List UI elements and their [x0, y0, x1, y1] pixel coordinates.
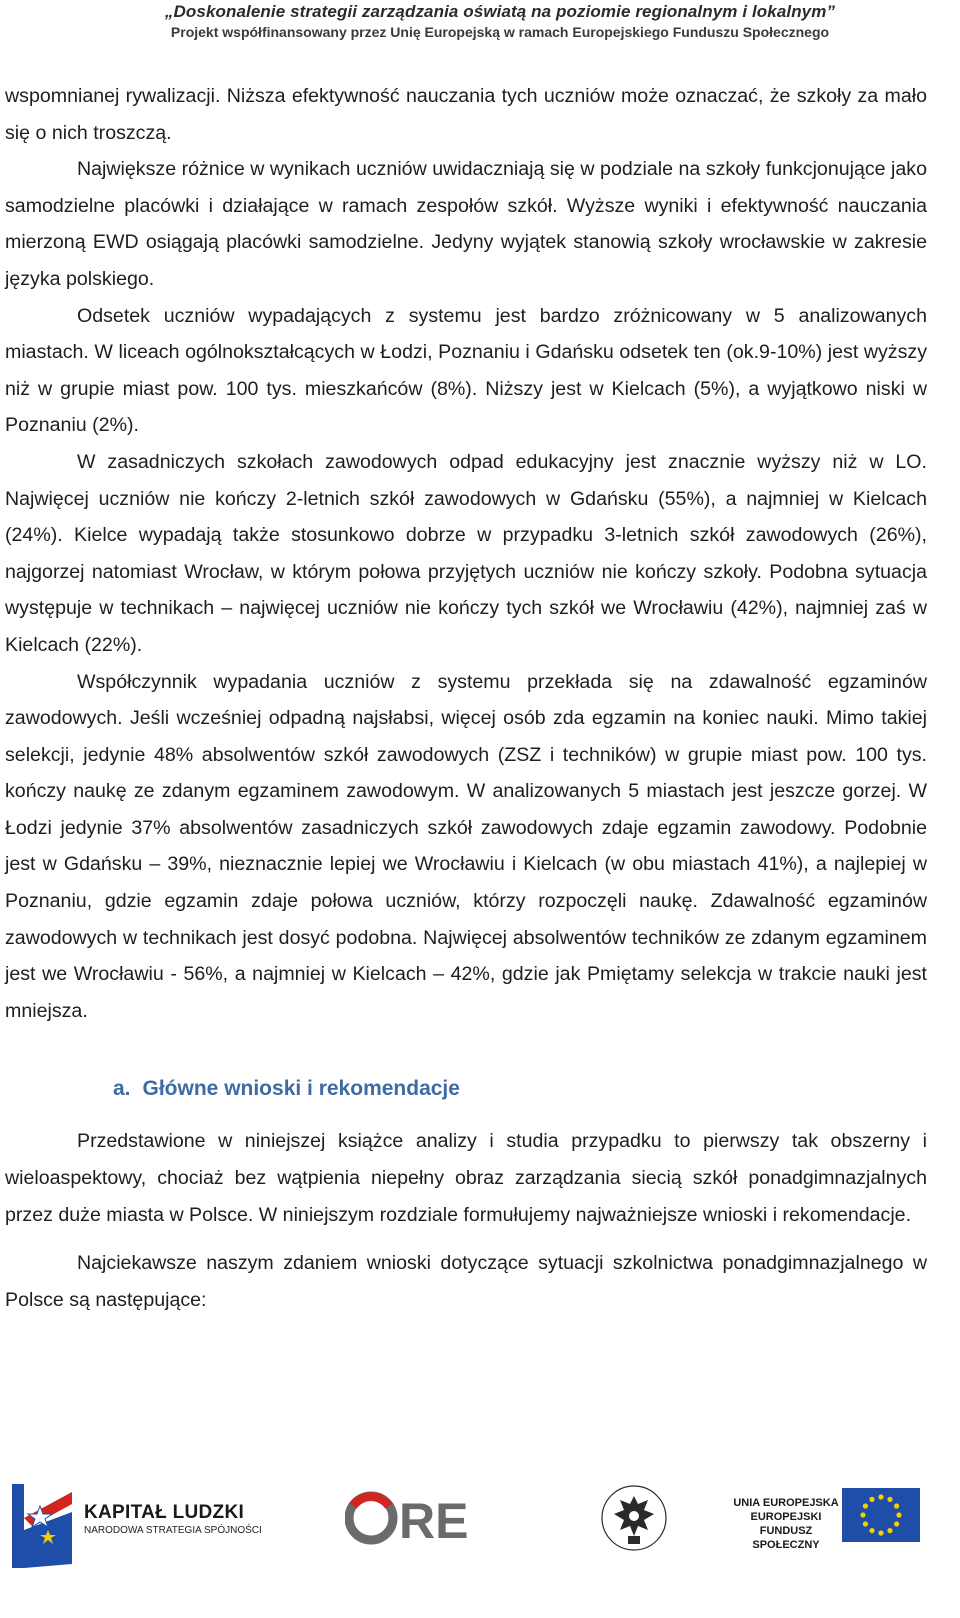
section-heading: [5, 1071, 927, 1107]
kapital-ludzki-emblem-icon: [12, 1478, 80, 1568]
section-title: Główne wnioski i rekomendacje: [142, 1077, 460, 1101]
uniwersytet-warszawski-logo: [598, 1474, 670, 1564]
project-title: „Doskonalenie strategii zarządzania oświatą na poziomie regionalnym i lokalnym”: [164, 2, 836, 21]
section-marker: a.: [113, 1077, 131, 1101]
project-funding-note: Projekt współfinansowany przez Unię Europejską w ramach Europejskiego Funduszu Społecznego: [170, 24, 830, 40]
paragraph-dropout-vocational: W zasadniczych szkołach zawodowych odpad edukacyjny jest znacznie wyższy niż w LO. Najwięcej uczniów nie kończy 2-letnich szkół zawodowych w Gdańsku (55%), a najmniej w Kielcach (24%). Kielce wypadają także stosunkowo dobrze w przypadku 3-letnich szkół zawodowych (26%), najgorzej natomiast Wrocław, w którym połowa przyjętych uczniów nie kończy szkoły. Podobna sytuacja występuje w technikach – najwięcej uczniów nie kończy tych szkół we Wrocławiu (42%), najmniej zaś w Kielcach (22%).: [5, 450, 927, 656]
ue-line-3: FUNDUSZ SPOŁECZNY: [752, 1525, 820, 1551]
ore-logo: [345, 1488, 475, 1548]
paragraph-conclusions-intro: Najciekawsze naszym zdaniem wnioski dotyczące sytuacji szkolnictwa ponadgimnazjalnego w Polsce są następujące:: [5, 1252, 927, 1311]
paragraph-summary: Przedstawione w niniejszej książce analizy i studia przypadku to pierwszy tak obszerny i wieloaspektowy, chociaż bez wątpienia niepełny obraz zarządzania siecią szkół ponadgimnazjalnych przez duże miasta w Polsce. W niniejszym rozdziale formułujemy najważniejsze wnioski i rekomendacje.: [5, 1130, 927, 1226]
kapital-ludzki-title: KAPITAŁ LUDZKI: [84, 1502, 245, 1523]
paragraph-dropout-lo: Odsetek uczniów wypadających z systemu jest bardzo zróżnicowany w 5 analizowanych miastach. W liceach ogólnokształcących w Łodzi, Poznaniu i Gdańsku odsetek ten (ok.9-10%) jest wyższy niż w grupie miast pow. 100 tys. mieszkańców (8%). Niższy jest w Kielcach (5%), a wyjątkowo niski w Poznaniu (2%).: [5, 304, 927, 437]
page-header: [0, 2, 960, 40]
svg-text:RE: RE: [399, 1493, 469, 1548]
ue-line-2: EUROPEJSKI: [750, 1511, 822, 1523]
eu-flag-icon: [842, 1488, 920, 1542]
paragraph-differences: Największe różnice w wynikach uczniów uwidaczniają się w podziale na szkoły funkcjonujące jako samodzielne placówki i działające w ramach zespołów szkół. Wyższe wyniki i efektywność nauczania mierzoną EWD osiągają placówki samodzielne. Jedyny wyjątek stanowią szkoły wrocławskie w zakresie języka polskiego.: [5, 158, 927, 290]
footer-logos: [0, 1470, 960, 1618]
ore-emblem-icon: [345, 1488, 475, 1548]
paragraph-exam-pass-rate: Współczynnik wypadania uczniów z systemu przekłada się na zdawalność egzaminów zawodowych. Jeśli wcześniej odpadną najsłabsi, więcej osób zda egzamin na koniec nauki. Mimo takiej selekcji, jedynie 48% absolwentów szkół zawodowych (ZSZ i techników) w grupie miast pow. 100 tys. kończy naukę ze zdanym egzaminem zawodowym. W analizowanych 5 miastach jest jeszcze gorzej. W Łodzi jedynie 37% absolwentów zasadniczych szkół zawodowych zdaje egzamin zawodowy. Podobnie jest w Gdańsku – 39%, nieznacznie lepiej we Wrocławiu i Kielcach (w obu miastach 41%), a najlepiej w Poznaniu, gdzie egzamin zdaje połowa uczniów, którzy rozpoczęli naukę. Zdawalność egzaminów zawodowych w technikach jest dosyć podobna. Najwięcej absolwentów techników ze zdanym egzaminem jest we Wrocławiu - 56%, a najmniej w Kielcach – 42%, gdzie jak Pmiętamy selekcja w trakcie nauki jest mniejsza.: [5, 670, 927, 1022]
ue-line-1: UNIA EUROPEJSKA: [733, 1497, 839, 1509]
document-body: [5, 78, 927, 1318]
kapital-ludzki-subtitle: NARODOWA STRATEGIA SPÓJNOŚCI: [84, 1525, 262, 1536]
paragraph-continuation: wspomnianej rywalizacji. Niższa efektywność nauczania tych uczniów może oznaczać, że szkoły za mało się o nich troszczą.: [5, 85, 927, 144]
unia-europejska-logo: [727, 1486, 927, 1556]
kapital-ludzki-logo: [12, 1478, 272, 1558]
eagle-seal-icon: [598, 1474, 670, 1564]
